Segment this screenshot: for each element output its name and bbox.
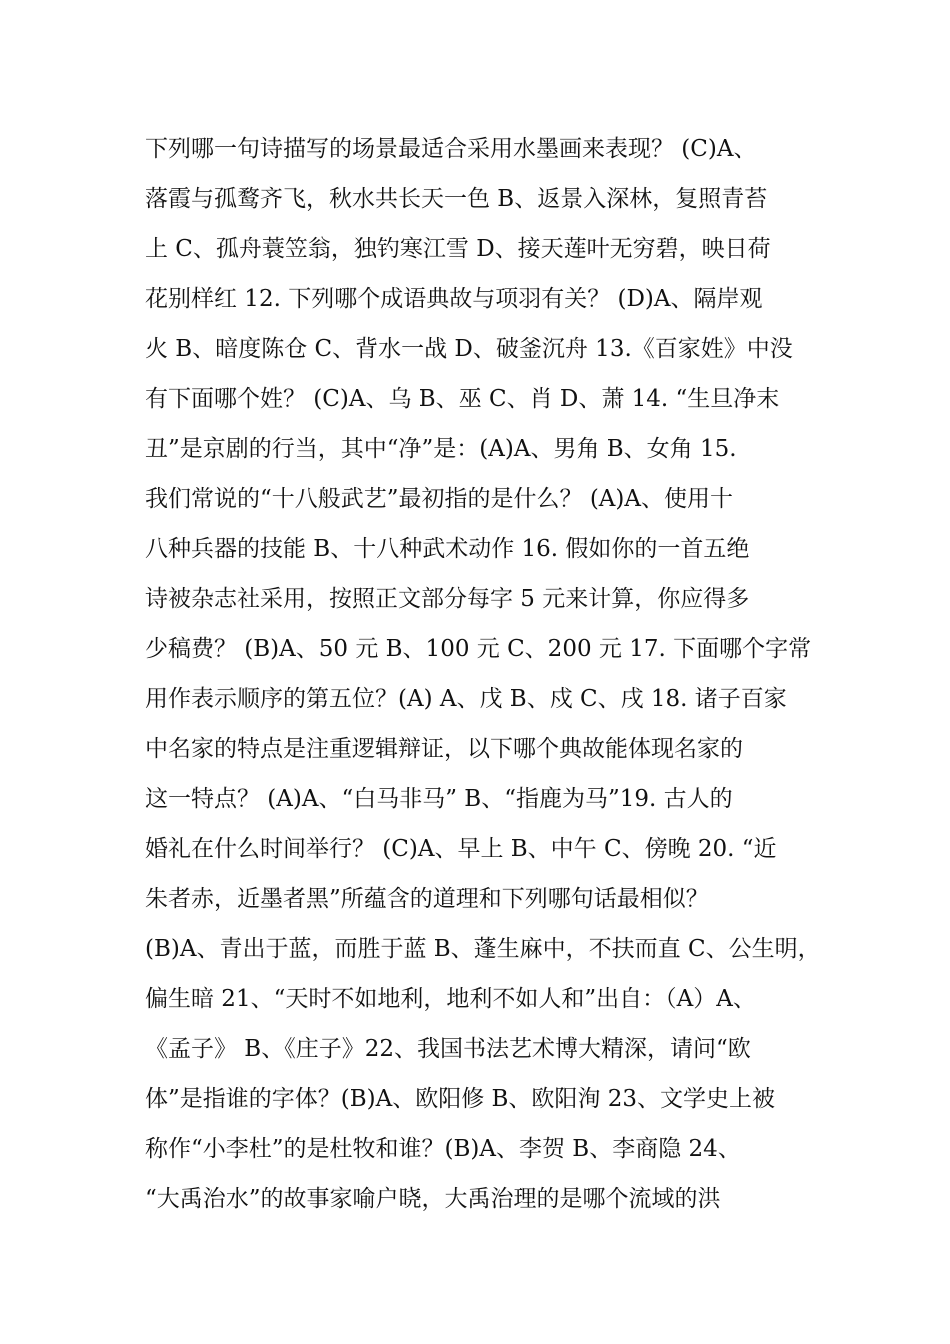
text-line: (B)A、青出于蓝，而胜于蓝 B、蓬生麻中，不扶而直 C、公生明， (145, 936, 821, 962)
text-body (145, 124, 825, 1224)
text-line: 中名家的特点是注重逻辑辩证，以下哪个典故能体现名家的 (145, 736, 743, 762)
text-line: 我们常说的“十八般武艺”最初指的是什么？ (A)A、使用十 (145, 486, 733, 512)
text-line: 下列哪一句诗描写的场景最适合采用水墨画来表现？ (C)A、 (145, 136, 757, 162)
text-line: 花别样红 12. 下列哪个成语典故与项羽有关？ (D)A、隔岸观 (145, 286, 763, 312)
text-line: 上 C、孤舟蓑笠翁，独钓寒江雪 D、接天莲叶无穷碧，映日荷 (145, 236, 771, 262)
text-line: 婚礼在什么时间举行？ (C)A、早上 B、中午 C、傍晚 20. “近 (145, 836, 777, 862)
text-line: 落霞与孤鹜齐飞，秋水共长天一色 B、返景入深林，复照青苔 (145, 186, 768, 212)
text-line: 这一特点？ (A)A、“白马非马” B、“指鹿为马”19. 古人的 (145, 786, 733, 812)
text-line: 称作“小李杜”的是杜牧和谁？(B)A、李贺 B、李商隐 24、 (145, 1136, 741, 1162)
text-line: 用作表示顺序的第五位？(A) A、戊 B、戍 C、戌 18. 诸子百家 (145, 686, 787, 712)
text-line: 丑”是京剧的行当，其中“净”是：(A)A、男角 B、女角 15. (145, 436, 737, 462)
text-line: 偏生暗 21、“天时不如地利，地利不如人和”出自：（A）A、 (145, 986, 756, 1012)
text-line: 诗被杂志社采用，按照正文部分每字 5 元来计算，你应得多 (145, 586, 750, 612)
text-line: 朱者赤，近墨者黑”所蕴含的道理和下列哪句话最相似？ (145, 886, 709, 912)
text-line: “大禹治水”的故事家喻户晓，大禹治理的是哪个流域的洪 (145, 1186, 721, 1212)
text-line: 八种兵器的技能 B、十八种武术动作 16. 假如你的一首五绝 (145, 536, 750, 562)
text-line: 少稿费？ (B)A、50 元 B、100 元 C、200 元 17. 下面哪个字常 (145, 636, 812, 662)
text-line: 有下面哪个姓？ (C)A、乌 B、巫 C、肖 D、萧 14. “生旦净末 (145, 386, 780, 412)
text-line: 《孟子》 B、《庄子》22、我国书法艺术博大精深，请问“欧 (145, 1036, 751, 1062)
text-line: 体”是指谁的字体？(B)A、欧阳修 B、欧阳洵 23、文学史上被 (145, 1086, 776, 1112)
text-line: 火 B、暗度陈仓 C、背水一战 D、破釜沉舟 13.《百家姓》中没 (145, 336, 793, 362)
